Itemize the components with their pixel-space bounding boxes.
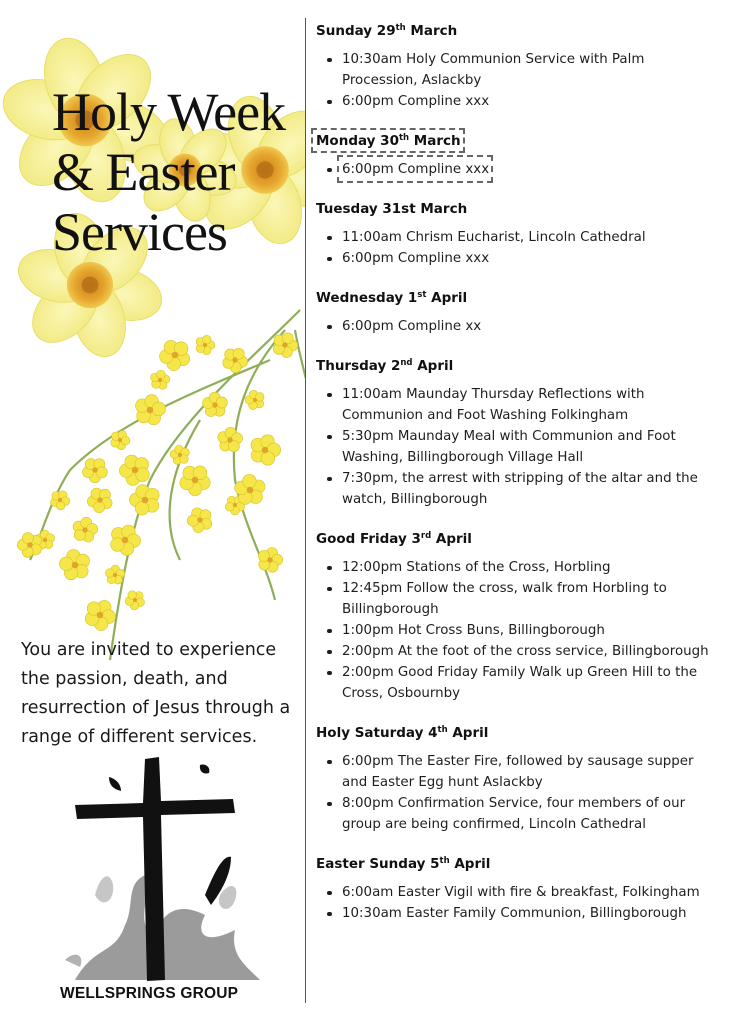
day-heading: Easter Sunday 5th April — [316, 856, 491, 872]
blossom — [85, 600, 115, 630]
title-line: Holy Week — [52, 82, 286, 142]
blossom — [111, 431, 130, 450]
selected-heading[interactable]: Monday 30th March — [316, 133, 461, 149]
blossom — [273, 333, 297, 358]
event-item: 6:00pm Compline xx — [342, 316, 721, 337]
event-item: 11:00am Maunday Thursday Reflections with Communion and Foot Washing Folkingham — [342, 384, 721, 426]
day-heading: Good Friday 3rd April — [316, 531, 472, 547]
blossom — [51, 491, 70, 510]
event-item: 12:00pm Stations of the Cross, Horbling — [342, 557, 721, 578]
blossom — [17, 533, 41, 558]
blossom — [135, 395, 165, 425]
event-item: 6:00pm Compline xxx — [342, 248, 721, 269]
event-list — [316, 49, 721, 112]
invitation-text: You are invited to experience the passion, death, and resurrection of Jesus through a range of different services. — [21, 640, 291, 747]
poster-title — [52, 82, 312, 262]
event-list — [316, 227, 721, 269]
group-name: WELLSPRINGS GROUP — [60, 985, 239, 1002]
day-good-friday-3-april — [316, 530, 721, 704]
day-heading: Holy Saturday 4th April — [316, 725, 489, 741]
event-list — [316, 159, 721, 180]
yellow-blossoms — [17, 333, 298, 631]
day-heading: Tuesday 31st March — [316, 201, 468, 217]
event-item[interactable] — [342, 159, 721, 180]
cross-splash-logo — [55, 755, 265, 990]
blossom — [223, 348, 248, 373]
day-thursday-2-april — [316, 357, 721, 510]
blossom — [235, 474, 265, 504]
day-monday-30-march — [316, 132, 721, 180]
day-heading: Wednesday 1st April — [316, 290, 468, 306]
day-holy-saturday-4-april — [316, 724, 721, 835]
event-item: 10:30am Easter Family Communion, Billingborough — [342, 903, 721, 924]
event-item: 11:00am Chrism Eucharist, Lincoln Cathedral — [342, 227, 721, 248]
day-heading: Sunday 29th March — [316, 23, 458, 39]
blossom — [129, 485, 159, 515]
blossom — [105, 565, 124, 584]
blossom — [180, 466, 210, 496]
blossom — [73, 517, 98, 542]
blossom — [125, 591, 144, 610]
event-list — [316, 882, 721, 924]
event-item: 2:00pm Good Friday Family Walk up Green Hill to the Cross, Osbournby — [342, 662, 721, 704]
blossom — [218, 427, 243, 451]
event-item: 12:45pm Follow the cross, walk from Horbling to Billingborough — [342, 578, 721, 620]
event-item: 5:30pm Maunday Meal with Communion and Foot Washing, Billingborough Village Hall — [342, 426, 721, 468]
event-item: 6:00pm The Easter Fire, followed by sausage supper and Easter Egg hunt Aslackby — [342, 751, 721, 793]
event-item: 10:30am Holy Communion Service with Palm Procession, Aslackby — [342, 49, 721, 91]
blossom — [160, 340, 190, 370]
blossom — [258, 547, 282, 572]
blossom — [83, 459, 108, 483]
event-list — [316, 384, 721, 510]
blossom — [245, 390, 264, 409]
blossom — [59, 550, 89, 580]
blossom — [196, 335, 215, 354]
blossom — [202, 392, 227, 416]
blossom — [111, 525, 141, 555]
blossom — [119, 455, 149, 485]
day-heading — [316, 132, 721, 150]
event-item: 6:00pm Compline xxx — [342, 91, 721, 112]
column-divider — [305, 18, 306, 1003]
event-item: 8:00pm Confirmation Service, four members of our group are being confirmed, Lincoln Cathedral — [342, 793, 721, 835]
event-item: 2:00pm At the foot of the cross service, Billingborough — [342, 641, 721, 662]
blossom — [151, 370, 170, 389]
event-list — [316, 316, 721, 337]
title-line: Services — [52, 202, 227, 262]
event-item: 6:00am Easter Vigil with fire & breakfast, Folkingham — [342, 882, 721, 903]
day-wednesday-1-april — [316, 289, 721, 337]
day-heading: Thursday 2nd April — [316, 358, 454, 374]
blossom — [87, 488, 112, 513]
day-easter-sunday-5-april — [316, 855, 721, 924]
event-item: 7:30pm, the arrest with stripping of the altar and the watch, Billingborough — [342, 468, 721, 510]
selected-event[interactable]: 6:00pm Compline xxx — [342, 159, 489, 180]
event-list — [316, 751, 721, 835]
service-schedule — [316, 22, 721, 944]
blossom — [251, 435, 281, 465]
title-line: & Easter — [52, 142, 235, 202]
event-item: 1:00pm Hot Cross Buns, Billingborough — [342, 620, 721, 641]
day-sunday-29-march — [316, 22, 721, 112]
event-list — [316, 557, 721, 704]
blossom — [187, 508, 212, 533]
day-tuesday-31-march — [316, 200, 721, 269]
